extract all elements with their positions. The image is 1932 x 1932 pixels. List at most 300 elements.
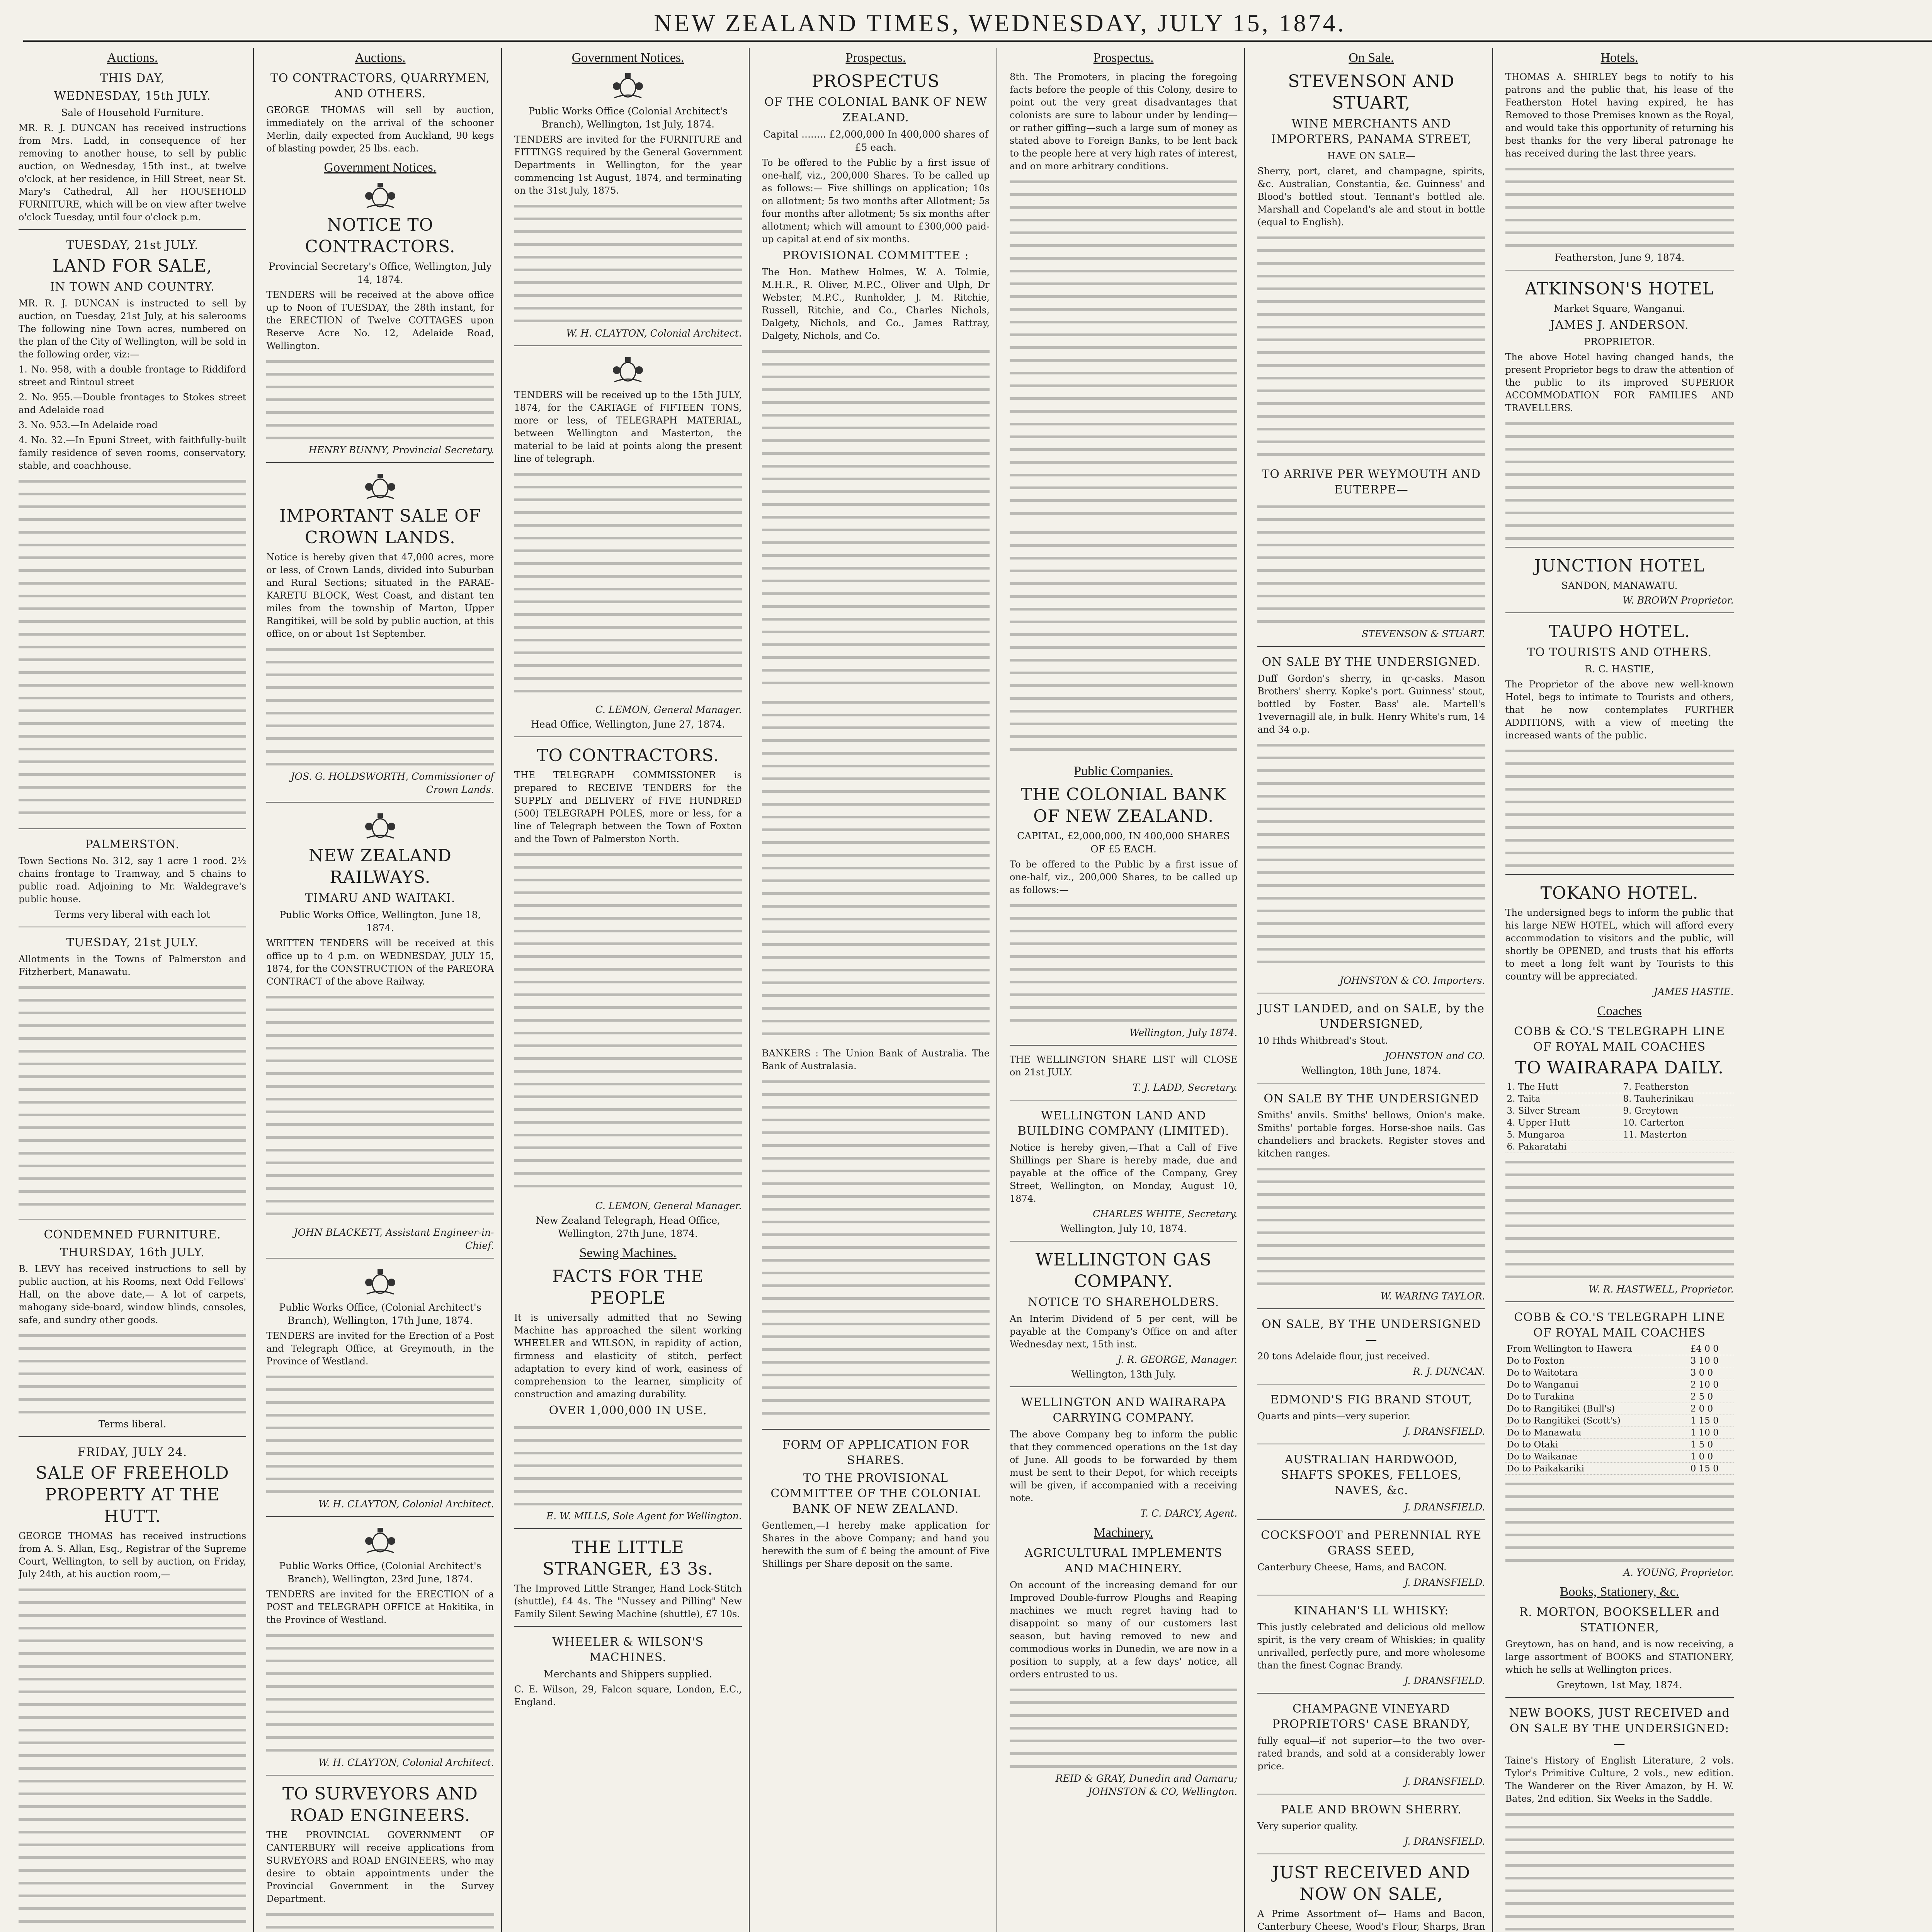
bankers: BANKERS : The Union Bank of Australia. The Bank of Australasia. <box>762 1048 990 1071</box>
ad-heading: ON SALE BY THE UNDERSIGNED <box>1264 1092 1479 1105</box>
auction-ad <box>19 828 246 921</box>
ad-signature: J. DRANSFIELD. <box>1404 1577 1485 1588</box>
illegible-text-block <box>1257 1163 1485 1287</box>
fare-cell: 1 10 0 <box>1689 1427 1734 1439</box>
illegible-text-block <box>514 200 742 324</box>
auction-ad <box>19 927 246 1213</box>
ad-heading: PALE AND BROWN SHERRY. <box>1281 1803 1462 1816</box>
ad-heading: WHEELER & WILSON'S MACHINES. <box>552 1635 704 1664</box>
ad-body: 8th. The Promoters, in placing the foregoing facts before the people of this Colony, desire to point out the very great disadvantages that colonists are sure to labour under by lending—or rather giffing—such a large sum of money as stated above to Foreign Banks, to be lent back to the people here at very high rates of interest, and on more arbitrary conditions. <box>1010 71 1238 172</box>
section-heading: Machinery. <box>1094 1526 1153 1540</box>
sewing-machine-ad <box>514 1266 742 1523</box>
ad-heading: PROVISIONAL COMMITTEE : <box>782 249 969 262</box>
ad-body: THOMAS A. SHIRLEY begs to notify to his patrons and the public that, his lease of the Featherston Hotel having expired, he has Removed to those Premises known as the Royal, and would take this opportunity of returning his best thanks for the very liberal patronage he has received during the last three years. <box>1505 71 1734 159</box>
table-row <box>1505 1463 1734 1475</box>
section-heading: Coaches <box>1597 1004 1642 1018</box>
section-heading: Auctions. <box>355 51 406 65</box>
ad-body: 10 Hhds Whitbread's Stout. <box>1257 1035 1388 1046</box>
ad-date: Wellington, 18th June, 1874. <box>1301 1065 1441 1076</box>
section-heading: Auctions. <box>107 51 158 65</box>
government-notice <box>266 180 494 457</box>
sale-ad <box>1257 993 1485 1077</box>
auction-ad <box>19 229 246 823</box>
hotel-ad <box>1505 874 1734 998</box>
column-on-sale <box>1250 48 1493 1932</box>
table-row <box>1505 1355 1734 1367</box>
government-notice <box>266 1775 494 1932</box>
ad-signature: JAMES HASTIE. <box>1654 986 1734 997</box>
fares-table <box>1505 1343 1734 1475</box>
ad-signature: T. J. LADD, Secretary. <box>1133 1082 1238 1093</box>
company-notice <box>1010 1045 1237 1094</box>
stop-cell: 8. Tauherinikau <box>1621 1093 1733 1105</box>
ad-body: A Prime Assortment of— Hams and Bacon, Canterbury Cheese, Wood's Flour, Sharps, Bran <box>1257 1908 1485 1932</box>
ad-date: Wellington, July 10, 1874. <box>1060 1223 1187 1234</box>
ad-subheading: CAPITAL, £2,000,000, IN 400,000 SHARES OF £5 EACH. <box>1017 830 1230 855</box>
list-item: 4. No. 32.—In Epuni Street, with faithfully-built family residence of seven rooms, conservatory, stable, and coachhouse. <box>19 435 247 471</box>
ad-signature: C. LEMON, General Manager. <box>595 704 742 715</box>
column-auctions <box>12 48 254 1932</box>
ad-body: TENDERS will be received up to the 15th JULY, 1874, for the CARTAGE of FIFTEEN TONS, more or less, of TELEGRAPH MATERIAL, between Wellington and Masterton, the material to be laid at points along the present line of telegraph. <box>514 389 742 464</box>
column-hotels-coaches-books <box>1498 48 1741 1932</box>
table-row <box>1505 1129 1734 1141</box>
ad-body: Town Sections No. 312, say 1 acre 1 rood. 2½ chains frontage to Tramway, and 5 chains to public road. Adjoining to Mr. Waldegrave's public house. <box>19 855 247 905</box>
ad-body: MR. R. J. DUNCAN is instructed to sell by auction, on Tuesday, 21st July, at his salerooms The following nine Town acres, numbered on the plan of the City of Wellington, will be sold in the following order, viz:— <box>19 298 247 360</box>
ad-signature: J. DRANSFIELD. <box>1404 1502 1485 1513</box>
table-row <box>1505 1367 1734 1379</box>
ad-signature: E. W. MILLS, Sole Agent for Wellington. <box>546 1510 742 1522</box>
illegible-text-block <box>1257 501 1485 624</box>
ad-signature: W. BROWN Proprietor. <box>1622 595 1734 606</box>
ad-body: 20 tons Adelaide flour, just received. <box>1257 1351 1430 1362</box>
ad-body: The Proprietor of the above new well-known Hotel, begs to intimate to Tourists and others, that he now contemplates FURTHER ADDITIONS, with a view of meeting the increased wants of the public. <box>1505 679 1734 741</box>
ad-heading: TO CONTRACTORS. <box>537 746 719 765</box>
ad-body: An Interim Dividend of 5 per cent, will be payable at the Company's Office on and after Wednesday next, 15th inst. <box>1010 1313 1238 1350</box>
route-cell: Do to Waikanae <box>1505 1451 1689 1463</box>
ad-heading: NEW BOOKS, JUST RECEIVED and ON SALE BY THE UNDERSIGNED:— <box>1509 1706 1730 1751</box>
royal-arms-icon <box>359 1526 401 1556</box>
ad-heading: FORM OF APPLICATION FOR SHARES. <box>782 1438 969 1467</box>
ad-signature: W. H. CLAYTON, Colonial Architect. <box>566 328 742 339</box>
ad-heading: SALE OF FREEHOLD PROPERTY AT THE HUTT. <box>36 1463 229 1526</box>
ad-body: Duff Gordon's sherry, in qr-casks. Mason Brothers' sherry. Kopke's port. Guinness' stout, bottled by Foster. Bass' ale. Martell's 1vevernagill ale, in bulk. Henry White's rum, 14 and 34 o.p. <box>1257 673 1485 735</box>
route-cell: From Wellington to Hawera <box>1505 1343 1689 1355</box>
hotel-ad <box>1505 612 1734 869</box>
royal-arms-icon <box>607 71 649 102</box>
company-notice <box>1010 1386 1237 1520</box>
ad-heading: TO SURVEYORS AND ROAD ENGINEERS. <box>282 1784 478 1825</box>
stop-cell: 2. Taita <box>1505 1093 1622 1105</box>
book-ad <box>1505 1605 1734 1692</box>
ad-signature: W. H. CLAYTON, Colonial Architect. <box>318 1498 494 1510</box>
list-item: 3. No. 953.—In Adelaide road <box>19 420 158 430</box>
fare-cell: 2 5 0 <box>1689 1391 1734 1403</box>
government-notice <box>266 462 494 796</box>
sale-ad <box>1257 646 1485 987</box>
ad-date: Head Office, Wellington, June 27, 1874. <box>531 719 725 730</box>
ad-signature: STEVENSON & STUART. <box>1362 628 1485 639</box>
section-heading: Government Notices. <box>571 51 684 65</box>
ad-signature: Wellington, July 1874. <box>1129 1027 1238 1038</box>
ad-body: TENDERS are invited for the ERECTION of a POST and TELEGRAPH OFFICE at Hokitika, in the Province of Westland. <box>266 1589 494 1625</box>
list-item: 2. No. 955.—Double frontages to Stokes street and Adelaide road <box>19 392 247 415</box>
ad-heading: COBB & CO.'S TELEGRAPH LINE OF ROYAL MAIL COACHES <box>1514 1311 1725 1340</box>
illegible-text-block <box>19 981 246 1213</box>
ad-signature: T. C. DARCY, Agent. <box>1140 1508 1238 1519</box>
ad-body: The undersigned begs to inform the public that his large NEW HOTEL, which will afford every accommodation to visitors and the public, will shortly be OPENED, and trusts that his efforts to meet a long felt want by Tourists to this country will be appreciated. <box>1505 907 1734 982</box>
ad-body: GEORGE THOMAS has received instructions from A. S. Allan, Esq., Registrar of the Supreme Court, Wellington, to sell by auction, on Friday, July 24th, at his auction room,— <box>19 1531 247 1580</box>
section-heading: On Sale. <box>1349 51 1394 65</box>
column-government-sewing <box>507 48 750 1932</box>
stop-cell: 5. Mungaroa <box>1505 1129 1622 1141</box>
table-row <box>1505 1439 1734 1451</box>
ad-signature: J. DRANSFIELD. <box>1404 1776 1485 1787</box>
route-cell: Do to Foxton <box>1505 1355 1689 1367</box>
sale-ad <box>1257 1519 1485 1589</box>
coach-ad <box>1505 1024 1734 1296</box>
illegible-text-block <box>1010 527 1237 759</box>
ad-signature: W. WARING TAYLOR. <box>1380 1291 1485 1302</box>
company-notice <box>1010 1100 1237 1235</box>
ad-subheading: Public Works Office, Wellington, June 18, 1874. <box>279 909 481 934</box>
ad-body: On account of the increasing demand for our Improved Double-furrow Ploughs and Reaping machines we much regret having had to disappoint so many of our customers last season, but having removed to new and commodious works in Dunedin, we are now in a position to supply, at a few days' notice, all orders entrusted to us. <box>1010 1580 1238 1680</box>
prospectus <box>762 71 990 1423</box>
stop-cell: 1. The Hutt <box>1505 1081 1622 1093</box>
masthead-rule <box>23 40 1932 42</box>
ad-signature: R. J. DUNCAN. <box>1413 1366 1485 1377</box>
ad-subheading: Merchants and Shippers supplied. <box>544 1668 712 1680</box>
ad-heading: NOTICE TO SHAREHOLDERS. <box>1027 1296 1219 1309</box>
coach-ad <box>1505 1301 1734 1579</box>
table-row <box>1505 1391 1734 1403</box>
section-heading: Prospectus. <box>1093 51 1154 65</box>
list-item: 1. No. 958, with a double frontage to Riddiford street and Rintoul street <box>19 364 247 388</box>
ad-date: Featherston, June 9, 1874. <box>1554 252 1685 263</box>
ad-heading: KINAHAN'S LL WHISKY: <box>1294 1604 1449 1617</box>
ad-heading: JUST RECEIVED AND NOW ON SALE, <box>1272 1863 1471 1904</box>
illegible-text-block <box>19 1330 246 1415</box>
ad-body: Notice is hereby given,—That a Call of Five Shillings per Share is hereby made, due and payable at the office of the Company, Grey Street, Wellington, on Monday, August 10, 1874. <box>1010 1142 1238 1204</box>
stop-cell <box>1621 1141 1733 1153</box>
sale-ad <box>1257 1794 1485 1848</box>
ad-heading: NEW ZEALAND RAILWAYS. <box>308 846 452 887</box>
ad-heading: NOTICE TO CONTRACTORS. <box>305 215 456 257</box>
ad-subheading: Sale of Household Furniture. <box>61 107 204 118</box>
illegible-text-block <box>1505 418 1734 541</box>
illegible-text-block <box>266 1371 494 1495</box>
ad-heading: TIMARU AND WAITAKI. <box>305 891 456 905</box>
ad-signature: JOHNSTON and CO. <box>1385 1050 1485 1061</box>
stop-cell: 4. Upper Hutt <box>1505 1117 1622 1129</box>
ad-heading: TOKANO HOTEL. <box>1540 883 1699 903</box>
stop-cell: 7. Featherston <box>1621 1081 1733 1093</box>
government-notice <box>514 345 742 731</box>
illegible-text-block <box>266 643 494 767</box>
ad-body: Very superior quality. <box>1257 1821 1358 1832</box>
ad-signature: W. H. CLAYTON, Colonial Architect. <box>318 1757 494 1768</box>
illegible-text-block <box>266 1908 494 1932</box>
ad-body: THE TELEGRAPH COMMISSIONER is prepared to RECEIVE TENDERS for the SUPPLY and DELIVERY of FIVE HUNDRED (500) TELEGRAPH POLES, more or less, for a line of Telegraph between the Town of Foxton and the Town of Palmerston North. <box>514 770 742 844</box>
ad-body: THE WELLINGTON SHARE LIST will CLOSE on 21st JULY. <box>1010 1054 1238 1078</box>
ad-heading: JUNCTION HOTEL <box>1534 556 1705 576</box>
ad-signature: W. R. HASTWELL, Proprietor. <box>1588 1284 1734 1295</box>
ad-body: THE PROVINCIAL GOVERNMENT OF CANTERBURY will receive applications from SURVEYORS and ROAD ENGINEERS, who may desire to obtain appointments under the Provincial Government in the Survey Department. <box>266 1830 494 1904</box>
ad-body: Gentlemen,—I hereby make application for Shares in the above Company; and hand you herewith the sum of £ being the amount of Five Shillings per Share deposit on the same. <box>762 1520 990 1569</box>
ad-date: Greytown, 1st May, 1874. <box>1556 1679 1682 1690</box>
sale-ad <box>1257 1384 1485 1438</box>
section-heading: Public Companies. <box>1074 764 1173 778</box>
section-heading: Hotels. <box>1600 51 1638 65</box>
illegible-text-block <box>266 355 494 440</box>
route-cell: Do to Turakina <box>1505 1391 1689 1403</box>
ad-signature: REID & GRAY, Dunedin and Oamaru; JOHNSTON & CO, Wellington. <box>1055 1773 1238 1797</box>
ad-heading: ON SALE, BY THE UNDERSIGNED— <box>1262 1318 1481 1347</box>
coach-stops-table <box>1505 1081 1734 1153</box>
ad-heading: FRIDAY, JULY 24. <box>78 1446 187 1459</box>
illegible-text-block <box>1505 1156 1734 1280</box>
prospectus-continued <box>1010 71 1237 759</box>
table-row <box>1505 1379 1734 1391</box>
illegible-text-block <box>1505 745 1734 869</box>
illegible-text-block <box>19 1584 246 1932</box>
ad-body: Notice is hereby given that 47,000 acres, more or less, of Crown Lands, divided into Suburban and Rural Sections; situated in the PARAE-KARETU BLOCK, West Coast, and distant ten miles from the township of Marton, Upper Rangitikei, will be sold by public auction, at this office, on or about 1st September. <box>266 552 494 639</box>
stop-cell: 11. Masterton <box>1621 1129 1733 1141</box>
table-row <box>1505 1117 1734 1129</box>
illegible-text-block <box>1257 739 1485 971</box>
government-notice <box>514 736 742 1240</box>
illegible-text-block <box>1505 163 1734 248</box>
table-row <box>1505 1093 1734 1105</box>
route-cell: Do to Manawatu <box>1505 1427 1689 1439</box>
ad-heading: CHAMPAGNE VINEYARD PROPRIETORS' CASE BRANDY, <box>1272 1702 1471 1731</box>
ad-body: WRITTEN TENDERS will be received at this office up to 4 p.m. on WEDNESDAY, JULY 15, 1874, for the CONSTRUCTION of the PAREORA CONTRACT of the above Railway. <box>266 938 494 987</box>
stop-cell: 3. Silver Stream <box>1505 1105 1622 1117</box>
ad-terms: Terms liberal. <box>98 1418 167 1430</box>
illegible-text-block <box>1010 1684 1237 1769</box>
stop-cell: 10. Carterton <box>1621 1117 1733 1129</box>
ad-heading: TO THE PROVISIONAL COMMITTEE OF THE COLONIAL BANK OF NEW ZEALAND. <box>770 1471 981 1516</box>
sale-ad <box>1257 71 1485 641</box>
hotel-ad <box>1505 270 1734 541</box>
ad-signature: CHARLES WHITE, Secretary. <box>1093 1208 1238 1219</box>
ad-subheading: Public Works Office, (Colonial Architect's Branch), Wellington, 17th June, 1874. <box>279 1302 481 1326</box>
royal-arms-icon <box>359 811 401 842</box>
ad-body: Smiths' anvils. Smiths' bellows, Onion's make. Smiths' portable forges. Horse-shoe nails. Gas chandeliers and brackets. Register stoves and kitchen ranges. <box>1257 1110 1485 1159</box>
ad-heading: TO CONTRACTORS, QUARRYMEN, AND OTHERS. <box>270 71 490 100</box>
stop-cell: 6. Pakaratahi <box>1505 1141 1622 1153</box>
illegible-text-block <box>266 1629 494 1753</box>
ad-body: B. LEVY has received instructions to sell by public auction, at his Rooms, next Odd Fellows' Hall, on the above date,— A lot of carpets, mahogany side-board, window blinds, consoles, safe, and sundry other goods. <box>19 1264 247 1325</box>
route-cell: Do to Paikakariki <box>1505 1463 1689 1475</box>
ad-heading: THE COLONIAL BANK OF NEW ZEALAND. <box>1020 785 1226 826</box>
ad-body: To be offered to the Public by a first issue of one-half, viz., 200,000 Shares. To be called up as follows:— Five shillings on application; 10s on allotment; 5s two months after Allotment; 5s four months after allotment; 5s six months after allotment; which will amount to £300,000 paid-up capital at end of six months. <box>762 157 990 245</box>
ad-body: The above Company beg to inform the public that they commenced operations on the 1st day of June. All goods to be forwarded by them must be sent to their Depot, for which receipts will be given, if accompanied with a receiving note. <box>1010 1429 1238 1503</box>
ad-heading: COCKSFOOT and PERENNIAL RYE GRASS SEED, <box>1261 1529 1482 1558</box>
ad-heading: TO TOURISTS AND OTHERS. <box>1527 646 1712 659</box>
auction-ad <box>266 71 494 155</box>
fare-cell: 0 15 0 <box>1689 1463 1734 1475</box>
masthead <box>23 7 1932 42</box>
table-row <box>1505 1343 1734 1355</box>
ad-terms: Terms very liberal with each lot <box>54 909 211 920</box>
ad-heading: THE LITTLE STRANGER, £3 3s. <box>543 1537 714 1579</box>
ad-heading: OF THE COLONIAL BANK OF NEW ZEALAND. <box>764 95 987 124</box>
sale-ad <box>1257 1693 1485 1788</box>
ad-heading: IMPORTANT SALE OF CROWN LANDS. <box>279 506 481 548</box>
ad-heading: IN TOWN AND COUNTRY. <box>50 280 215 294</box>
illegible-text-block <box>762 696 990 1044</box>
route-cell: Do to Rangitikei (Scott's) <box>1505 1415 1689 1427</box>
illegible-text-block <box>1010 900 1237 1023</box>
ad-body: Taine's History of English Literature, 2 vols. Tylor's Primitive Culture, 2 vols., new edition. The Wanderer on the River Amazon, by H. W. Bates, 2nd edition. Six Weeks in the Saddle. <box>1505 1755 1734 1804</box>
table-row <box>1505 1451 1734 1463</box>
ad-heading: TUESDAY, 21st JULY. <box>66 238 199 252</box>
illegible-text-block <box>1010 176 1237 524</box>
fare-cell: 3 10 0 <box>1689 1355 1734 1367</box>
fare-cell: 3 0 0 <box>1689 1367 1734 1379</box>
sale-ad <box>1257 1083 1485 1303</box>
illegible-text-block <box>514 1422 742 1507</box>
illegible-text-block <box>762 345 990 693</box>
ad-heading: TUESDAY, 21st JULY. <box>66 936 199 949</box>
illegible-text-block <box>1257 232 1485 464</box>
ad-heading: COBB & CO.'S TELEGRAPH LINE OF ROYAL MAIL COACHES <box>1514 1025 1725 1054</box>
column-auctions-government <box>259 48 502 1932</box>
ad-body: Canterbury Cheese, Hams, and BACON. <box>1257 1562 1447 1573</box>
application-form <box>762 1429 990 1570</box>
ad-signature: JOHN BLACKETT, Assistant Engineer-in-Chief. <box>294 1227 494 1251</box>
route-cell: Do to Rangitikei (Bull's) <box>1505 1403 1689 1415</box>
ad-body: TENDERS are invited for the FURNITURE and FITTINGS required by the General Government Departments in Wellington, for the year commencing 1st August, 1874, and terminating on the 31st July, 1875. <box>514 134 742 196</box>
ad-signature: HENRY BUNNY, Provincial Secretary. <box>308 444 494 456</box>
ad-heading: CONDEMNED FURNITURE. <box>44 1228 221 1242</box>
table-row <box>1505 1415 1734 1427</box>
ad-heading: EDMOND'S FIG BRAND STOUT, <box>1270 1393 1473 1406</box>
sale-ad <box>1257 1444 1485 1514</box>
ad-heading: STEVENSON AND STUART, <box>1288 71 1455 113</box>
ad-heading: WINE MERCHANTS AND IMPORTERS, PANAMA STREET, <box>1271 117 1472 146</box>
sale-ad <box>1257 1595 1485 1687</box>
table-row <box>1505 1427 1734 1439</box>
ad-heading: JAMES J. ANDERSON. <box>1550 318 1689 332</box>
ad-body: To be offered to the Public by a first issue of one-half, viz., 200,000 Shares, to be called up as follows:— <box>1010 859 1238 895</box>
section-heading: Prospectus. <box>845 51 906 65</box>
ad-body: TENDERS will be received at the above office up to Noon of TUESDAY, the 28th instant, for the ERECTION of Twelve COTTAGES upon Reserve Acre No. 12, Adelaide Road, Wellington. <box>266 289 494 351</box>
ad-heading: ATKINSON'S HOTEL <box>1525 279 1714 299</box>
book-ad <box>1505 1697 1734 1932</box>
ad-heading: R. MORTON, BOOKSELLER and STATIONER, <box>1519 1605 1720 1634</box>
sewing-machine-ad <box>514 1626 742 1709</box>
ad-date: Wellington, 13th July. <box>1071 1369 1176 1380</box>
ad-heading: WELLINGTON AND WAIRARAPA CARRYING COMPANY. <box>1021 1396 1226 1425</box>
ad-body: Greytown, has on hand, and is now receiving, a large assortment of BOOKS and STATIONERY, which he sells at Wellington prices. <box>1505 1639 1734 1675</box>
ad-body: fully equal—if not superior—to the two over-rated brands, and sold at a considerably lower price. <box>1257 1735 1485 1772</box>
ad-body: C. E. Wilson, 29, Falcon square, London, E.C., England. <box>514 1684 742 1708</box>
auction-ad <box>19 1436 246 1932</box>
columns <box>12 48 1932 1932</box>
column-companies <box>1003 48 1245 1932</box>
royal-arms-icon <box>359 180 401 211</box>
ad-subheading: R. C. HASTIE, <box>1585 663 1654 675</box>
royal-arms-icon <box>359 471 401 502</box>
ad-subheading: SANDON, MANAWATU. <box>1561 580 1678 591</box>
ad-heading: TO WAIRARAPA DAILY. <box>1515 1058 1724 1078</box>
illegible-text-block <box>514 849 742 1196</box>
section-heading: Government Notices. <box>324 160 437 175</box>
ad-heading: JUST LANDED, and on SALE, by the UNDERSIGNED, <box>1258 1002 1485 1031</box>
section-heading: Books, Stationery, &c. <box>1560 1585 1679 1599</box>
column-prospectus <box>755 48 997 1932</box>
sale-ad <box>1257 1308 1485 1378</box>
royal-arms-icon <box>607 355 649 386</box>
route-cell: Do to Wanganui <box>1505 1379 1689 1391</box>
ad-signature: J. R. GEORGE, Manager. <box>1117 1354 1238 1365</box>
ad-body: The above Hotel having changed hands, the present Proprietor begs to draw the attention of the public to its improved SUPERIOR ACCOMMODATION FOR FAMILIES AND TRAVELLERS. <box>1505 352 1734 413</box>
ad-body: TENDERS are invited for the Erection of a Post and Telegraph Office, at Greymouth, in the Province of Westland. <box>266 1330 494 1367</box>
ad-signature: J. DRANSFIELD. <box>1404 1426 1485 1437</box>
machinery-ad <box>1010 1546 1237 1798</box>
ad-heading: PROSPECTUS <box>811 71 940 91</box>
hotel-ad <box>1505 71 1734 264</box>
fare-cell: 2 0 0 <box>1689 1403 1734 1415</box>
fare-cell: 1 5 0 <box>1689 1439 1734 1451</box>
route-cell: Do to Waitotara <box>1505 1367 1689 1379</box>
ad-body: Sherry, port, claret, and champagne, spirits, &c. Australian, Constantia, &c. Guinness' and Blood's bottled stout. Tennant's bottled ale. Marshall and Copeland's ale and stout in bottle (equal to English). <box>1257 166 1485 228</box>
ad-body: Allotments in the Towns of Palmerston and Fitzherbert, Manawatu. <box>19 954 247 977</box>
fare-cell: 1 15 0 <box>1689 1415 1734 1427</box>
company-notice <box>1010 1241 1237 1381</box>
sewing-machine-ad <box>514 1528 742 1621</box>
ad-heading: THIS DAY, <box>100 71 165 85</box>
royal-arms-icon <box>359 1267 401 1298</box>
ad-heading: AGRICULTURAL IMPLEMENTS AND MACHINERY. <box>1024 1546 1223 1575</box>
ad-signature: A. YOUNG, Proprietor. <box>1623 1567 1734 1578</box>
illegible-text-block <box>19 475 246 823</box>
newspaper-title: NEW ZEALAND TIMES, WEDNESDAY, JULY 15, 1874. <box>654 9 1346 37</box>
stop-cell: 9. Greytown <box>1621 1105 1733 1117</box>
table-row <box>1505 1081 1734 1093</box>
company-notice <box>1010 784 1237 1039</box>
ad-signature: C. LEMON, General Manager. <box>595 1200 742 1211</box>
ad-heading: AUSTRALIAN HARDWOOD, SHAFTS SPOKES, FELLOES, NAVES, &c. <box>1281 1453 1462 1497</box>
ad-body: It is universally admitted that no Sewing Machine has approached the silent working WHEELER and WILSON, in rapidity of action, firmness and elasticity of stitch, perfect adaptation to every kind of work, easiness of comprehension to the learner, simplicity of construction and amazing durability. <box>514 1312 742 1400</box>
ad-signature: JOHNSTON & CO. Importers. <box>1339 975 1485 986</box>
section-heading: Sewing Machines. <box>579 1246 677 1260</box>
government-notice <box>266 1258 494 1511</box>
government-notice <box>266 802 494 1252</box>
ad-heading: ON SALE BY THE UNDERSIGNED. <box>1262 655 1481 669</box>
auction-ad <box>19 71 246 224</box>
ad-heading: WELLINGTON GAS COMPANY. <box>1035 1250 1212 1291</box>
government-notice <box>266 1516 494 1769</box>
illegible-text-block <box>762 1076 990 1423</box>
auction-ad <box>19 1219 246 1431</box>
ad-subheading: Public Works Office (Colonial Architect's Branch), Wellington, 1st July, 1874. <box>528 105 728 130</box>
ad-signature: JOS. G. HOLDSWORTH, Commissioner of Crown Lands. <box>291 771 494 795</box>
table-row <box>1505 1403 1734 1415</box>
illegible-text-block <box>514 468 742 700</box>
ad-signature: J. DRANSFIELD. <box>1404 1675 1485 1686</box>
route-cell: Do to Otaki <box>1505 1439 1689 1451</box>
ad-highlight: OVER 1,000,000 IN USE. <box>549 1404 707 1417</box>
ad-signature: J. DRANSFIELD. <box>1404 1836 1485 1847</box>
sale-ad <box>1257 1854 1485 1932</box>
illegible-text-block <box>266 991 494 1223</box>
fare-cell: 1 0 0 <box>1689 1451 1734 1463</box>
table-row <box>1505 1105 1734 1117</box>
ad-heading: LAND FOR SALE, <box>52 256 213 276</box>
ad-heading: TO ARRIVE PER WEYMOUTH AND EUTERPE— <box>1262 468 1481 497</box>
